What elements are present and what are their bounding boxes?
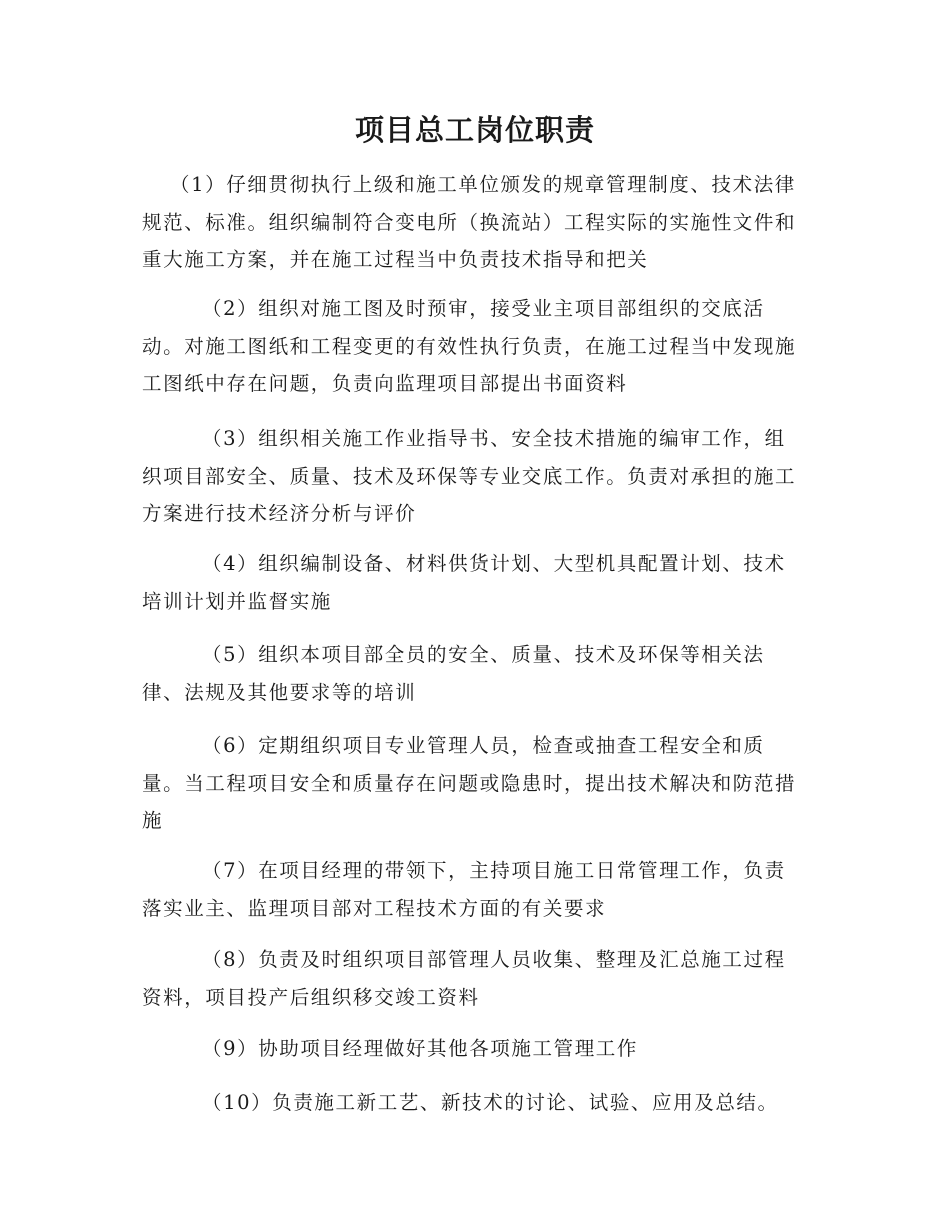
duty-paragraph-10: （10）负责施工新工艺、新技术的讨论、试验、应用及总结。 [202, 1091, 779, 1114]
duty-paragraph-8: （8）负责及时组织项目部管理人员收集、整理及汇总施工过程资料，项目投产后组织移交竣工资料 [142, 948, 786, 1009]
duty-paragraph-2: （2）组织对施工图及时预审，接受业主项目部组织的交底活动。对施工图纸和工程变更的有效性执行负责，在施工过程当中发现施工图纸中存在问题，负责向监理项目部提出书面资料 [142, 297, 797, 395]
duty-paragraph-3: （3）组织相关施工作业指导书、安全技术措施的编审工作，组织项目部安全、质量、技术及环保等专业交底工作。负责对承担的施工方案进行技术经济分析与评价 [142, 427, 797, 525]
duty-paragraph-4: （4）组织编制设备、材料供货计划、大型机具配置计划、技术培训计划并监督实施 [142, 552, 786, 613]
duty-paragraph-7: （7）在项目经理的带领下，主持项目施工日常管理工作，负责落实业主、监理项目部对工程技术方面的有关要求 [142, 859, 786, 920]
duty-paragraph-5: （5）组织本项目部全员的安全、质量、技术及环保等相关法律、法规及其他要求等的培训 [142, 643, 765, 704]
duty-paragraph-9: （9）协助项目经理做好其他各项施工管理工作 [202, 1037, 639, 1060]
duty-paragraph-6: （6）定期组织项目专业管理人员，检查或抽查工程安全和质量。当工程项目安全和质量存在问题或隐患时，提出技术解决和防范措施 [142, 734, 797, 832]
duty-paragraph-1: （1）仔细贯彻执行上级和施工单位颁发的规章管理制度、技术法律规范、标准。组织编制符合变电所（换流站）工程实际的实施性文件和重大施工方案，并在施工过程当中负责技术指导和把关 [142, 173, 797, 271]
document-title: 项目总工岗位职责 [354, 113, 595, 147]
